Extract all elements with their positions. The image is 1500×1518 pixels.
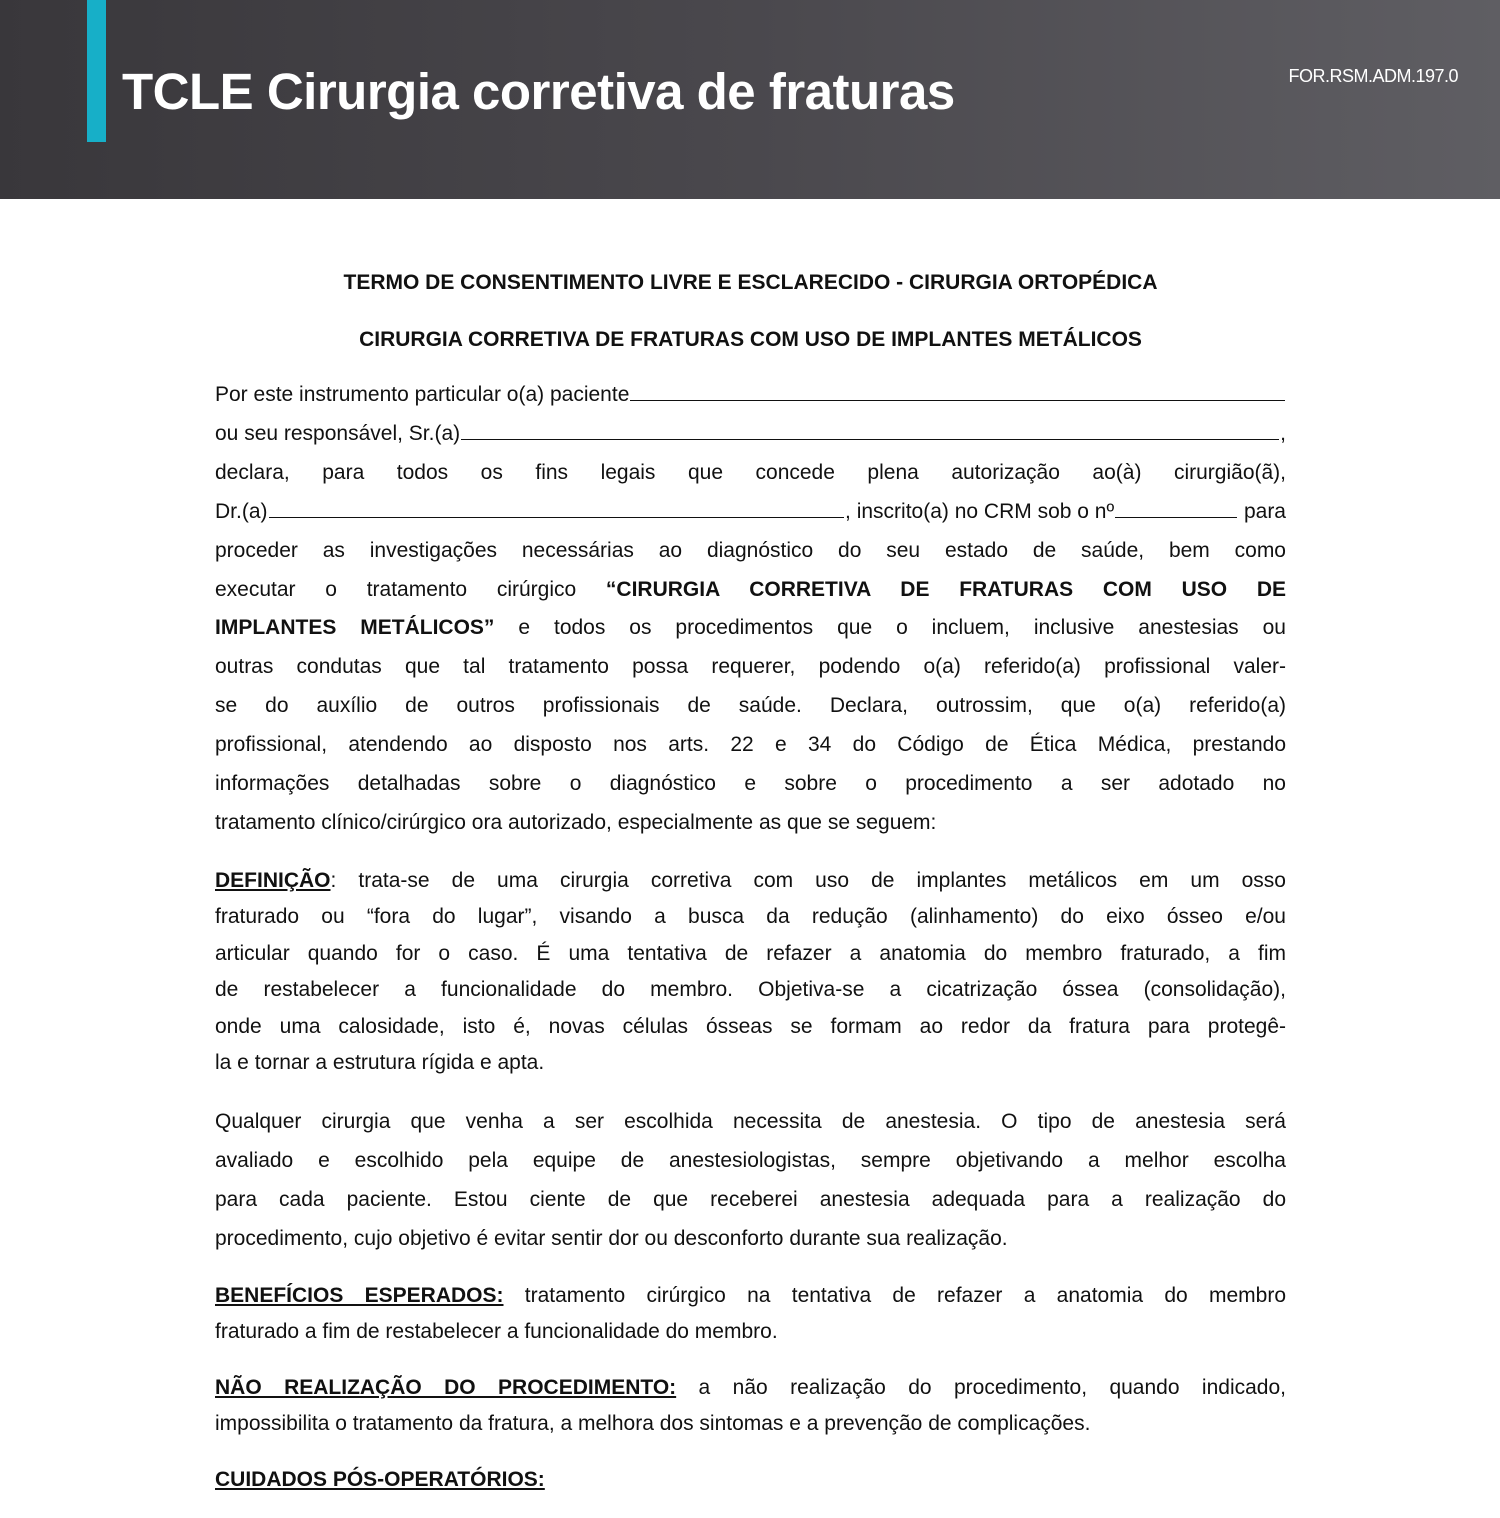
text-line xyxy=(215,765,1286,804)
text-segment: fraturado a fim de restabelecer a funcionalidade do membro. xyxy=(215,1319,778,1343)
text-line xyxy=(215,376,1286,415)
text-segment: , xyxy=(1280,421,1286,445)
text-segment: proceder as investigações necessárias ao diagnóstico do seu estado de saúde, bem como xyxy=(215,538,1286,562)
heading-procedure: CIRURGIA CORRETIVA DE FRATURAS COM USO DE IMPLANTES METÁLICOS xyxy=(359,328,1142,351)
text-line xyxy=(215,1009,1286,1046)
paragraph xyxy=(215,1370,1286,1442)
text-segment: onde uma calosidade, isto é, novas células ósseas se formam ao redor da fratura para protegê- xyxy=(215,1014,1286,1038)
text-line xyxy=(215,726,1286,765)
text-line xyxy=(215,532,1286,571)
text-segment: : trata-se de uma cirurgia corretiva com uso de implantes metálicos em um osso xyxy=(330,868,1286,892)
text-line xyxy=(215,863,1286,900)
text-line xyxy=(215,609,1286,648)
text-line xyxy=(215,1462,1286,1498)
text-line xyxy=(215,571,1286,610)
text-segment: “CIRURGIA CORRETIVA DE FRATURAS COM USO DE xyxy=(605,577,1287,601)
text-segment: Qualquer cirurgia que venha a ser escolhida necessita de anestesia. O tipo de anestesia será xyxy=(215,1109,1286,1133)
text-segment: de restabelecer a funcionalidade do membro. Objetiva-se a cicatrização óssea (consolidação), xyxy=(215,978,1286,1002)
fill-in-blank[interactable] xyxy=(269,499,845,518)
document-body xyxy=(215,262,1286,1518)
text-segment: informações detalhadas sobre o diagnóstico e sobre o procedimento a ser adotado no xyxy=(215,772,1286,796)
text-segment: se do auxílio de outros profissionais de saúde. Declara, outrossim, que o(a) referido(a) xyxy=(215,694,1286,718)
document-title: TCLE Cirurgia corretiva de fraturas xyxy=(122,63,955,120)
text-line xyxy=(215,493,1286,532)
text-segment: avaliado e escolhido pela equipe de anestesiologistas, sempre objetivando a melhor escolha xyxy=(215,1148,1286,1172)
section-label: NÃO REALIZAÇÃO DO PROCEDIMENTO: xyxy=(215,1375,677,1399)
text-line xyxy=(215,1045,1286,1082)
fill-in-blank[interactable] xyxy=(461,421,1279,440)
text-line xyxy=(215,936,1286,973)
text-line xyxy=(215,1102,1286,1141)
text-line xyxy=(215,1180,1286,1219)
text-segment: para cada paciente. Estou ciente de que receberei anestesia adequada para a realização do xyxy=(215,1187,1286,1211)
section-label: CUIDADOS PÓS-OPERATÓRIOS: xyxy=(215,1467,545,1491)
text-segment: tratamento cirúrgico na tentativa de refazer a anatomia do membro xyxy=(503,1283,1286,1307)
text-line xyxy=(215,1219,1286,1258)
text-segment: para xyxy=(1238,499,1286,523)
text-line xyxy=(215,454,1286,493)
text-line xyxy=(215,899,1286,936)
document-header xyxy=(0,0,1500,199)
text-segment: outras condutas que tal tratamento possa requerer, podendo o(a) referido(a) profissional valer- xyxy=(215,655,1286,679)
accent-bar xyxy=(87,0,106,142)
text-segment: , inscrito(a) no CRM sob o nº xyxy=(845,499,1115,523)
text-line xyxy=(215,1406,1286,1442)
form-code: FOR.RSM.ADM.197.0 xyxy=(1288,66,1458,86)
fill-in-blank[interactable] xyxy=(630,382,1285,401)
text-segment: impossibilita o tratamento da fratura, a melhora dos sintomas e a prevenção de complicações. xyxy=(215,1411,1091,1435)
paragraph xyxy=(215,376,1286,843)
text-segment: declara, para todos os fins legais que concede plena autorização ao(à) cirurgião(ã), xyxy=(215,460,1286,484)
text-line xyxy=(215,972,1286,1009)
text-segment: profissional, atendendo ao disposto nos arts. 22 e 34 do Código de Ética Médica, prestando xyxy=(215,733,1286,757)
text-segment: articular quando for o caso. É uma tentativa de refazer a anatomia do membro fraturado, a fim xyxy=(215,941,1286,965)
paragraph xyxy=(215,1278,1286,1350)
text-segment: procedimento, cujo objetivo é evitar sentir dor ou desconforto durante sua realização. xyxy=(215,1226,1008,1250)
text-segment: ou seu responsável, Sr.(a) xyxy=(215,421,461,445)
text-line xyxy=(215,1141,1286,1180)
text-segment: la e tornar a estrutura rígida e apta. xyxy=(215,1051,545,1075)
text-line xyxy=(215,804,1286,843)
heading-consent-term: TERMO DE CONSENTIMENTO LIVRE E ESCLARECIDO - CIRURGIA ORTOPÉDICA xyxy=(343,271,1158,294)
section-label: BENEFÍCIOS ESPERADOS: xyxy=(215,1283,504,1307)
text-line xyxy=(215,1314,1286,1350)
text-segment: IMPLANTES METÁLICOS” xyxy=(215,616,495,640)
text-line xyxy=(215,1278,1286,1314)
text-segment: Por este instrumento particular o(a) paciente xyxy=(215,383,630,406)
paragraph xyxy=(215,1462,1286,1498)
paragraphs xyxy=(215,376,1286,1498)
section-label: DEFINIÇÃO xyxy=(215,868,331,892)
text-line xyxy=(215,1370,1286,1406)
text-segment: e todos os procedimentos que o incluem, inclusive anestesias ou xyxy=(494,616,1286,640)
text-segment: Dr.(a) xyxy=(215,499,268,523)
text-line xyxy=(215,415,1286,454)
text-line xyxy=(215,687,1286,726)
paragraph xyxy=(215,1102,1286,1258)
text-segment: executar o tratamento cirúrgico xyxy=(215,577,606,601)
text-segment: fraturado ou “fora do lugar”, visando a busca da redução (alinhamento) do eixo ósseo e/ou xyxy=(215,905,1286,929)
text-segment: tratamento clínico/cirúrgico ora autorizado, especialmente as que se seguem: xyxy=(215,810,937,834)
paragraph xyxy=(215,863,1286,1082)
text-line xyxy=(215,648,1286,687)
fill-in-blank[interactable] xyxy=(1115,499,1237,518)
text-segment: a não realização do procedimento, quando indicado, xyxy=(676,1375,1286,1399)
